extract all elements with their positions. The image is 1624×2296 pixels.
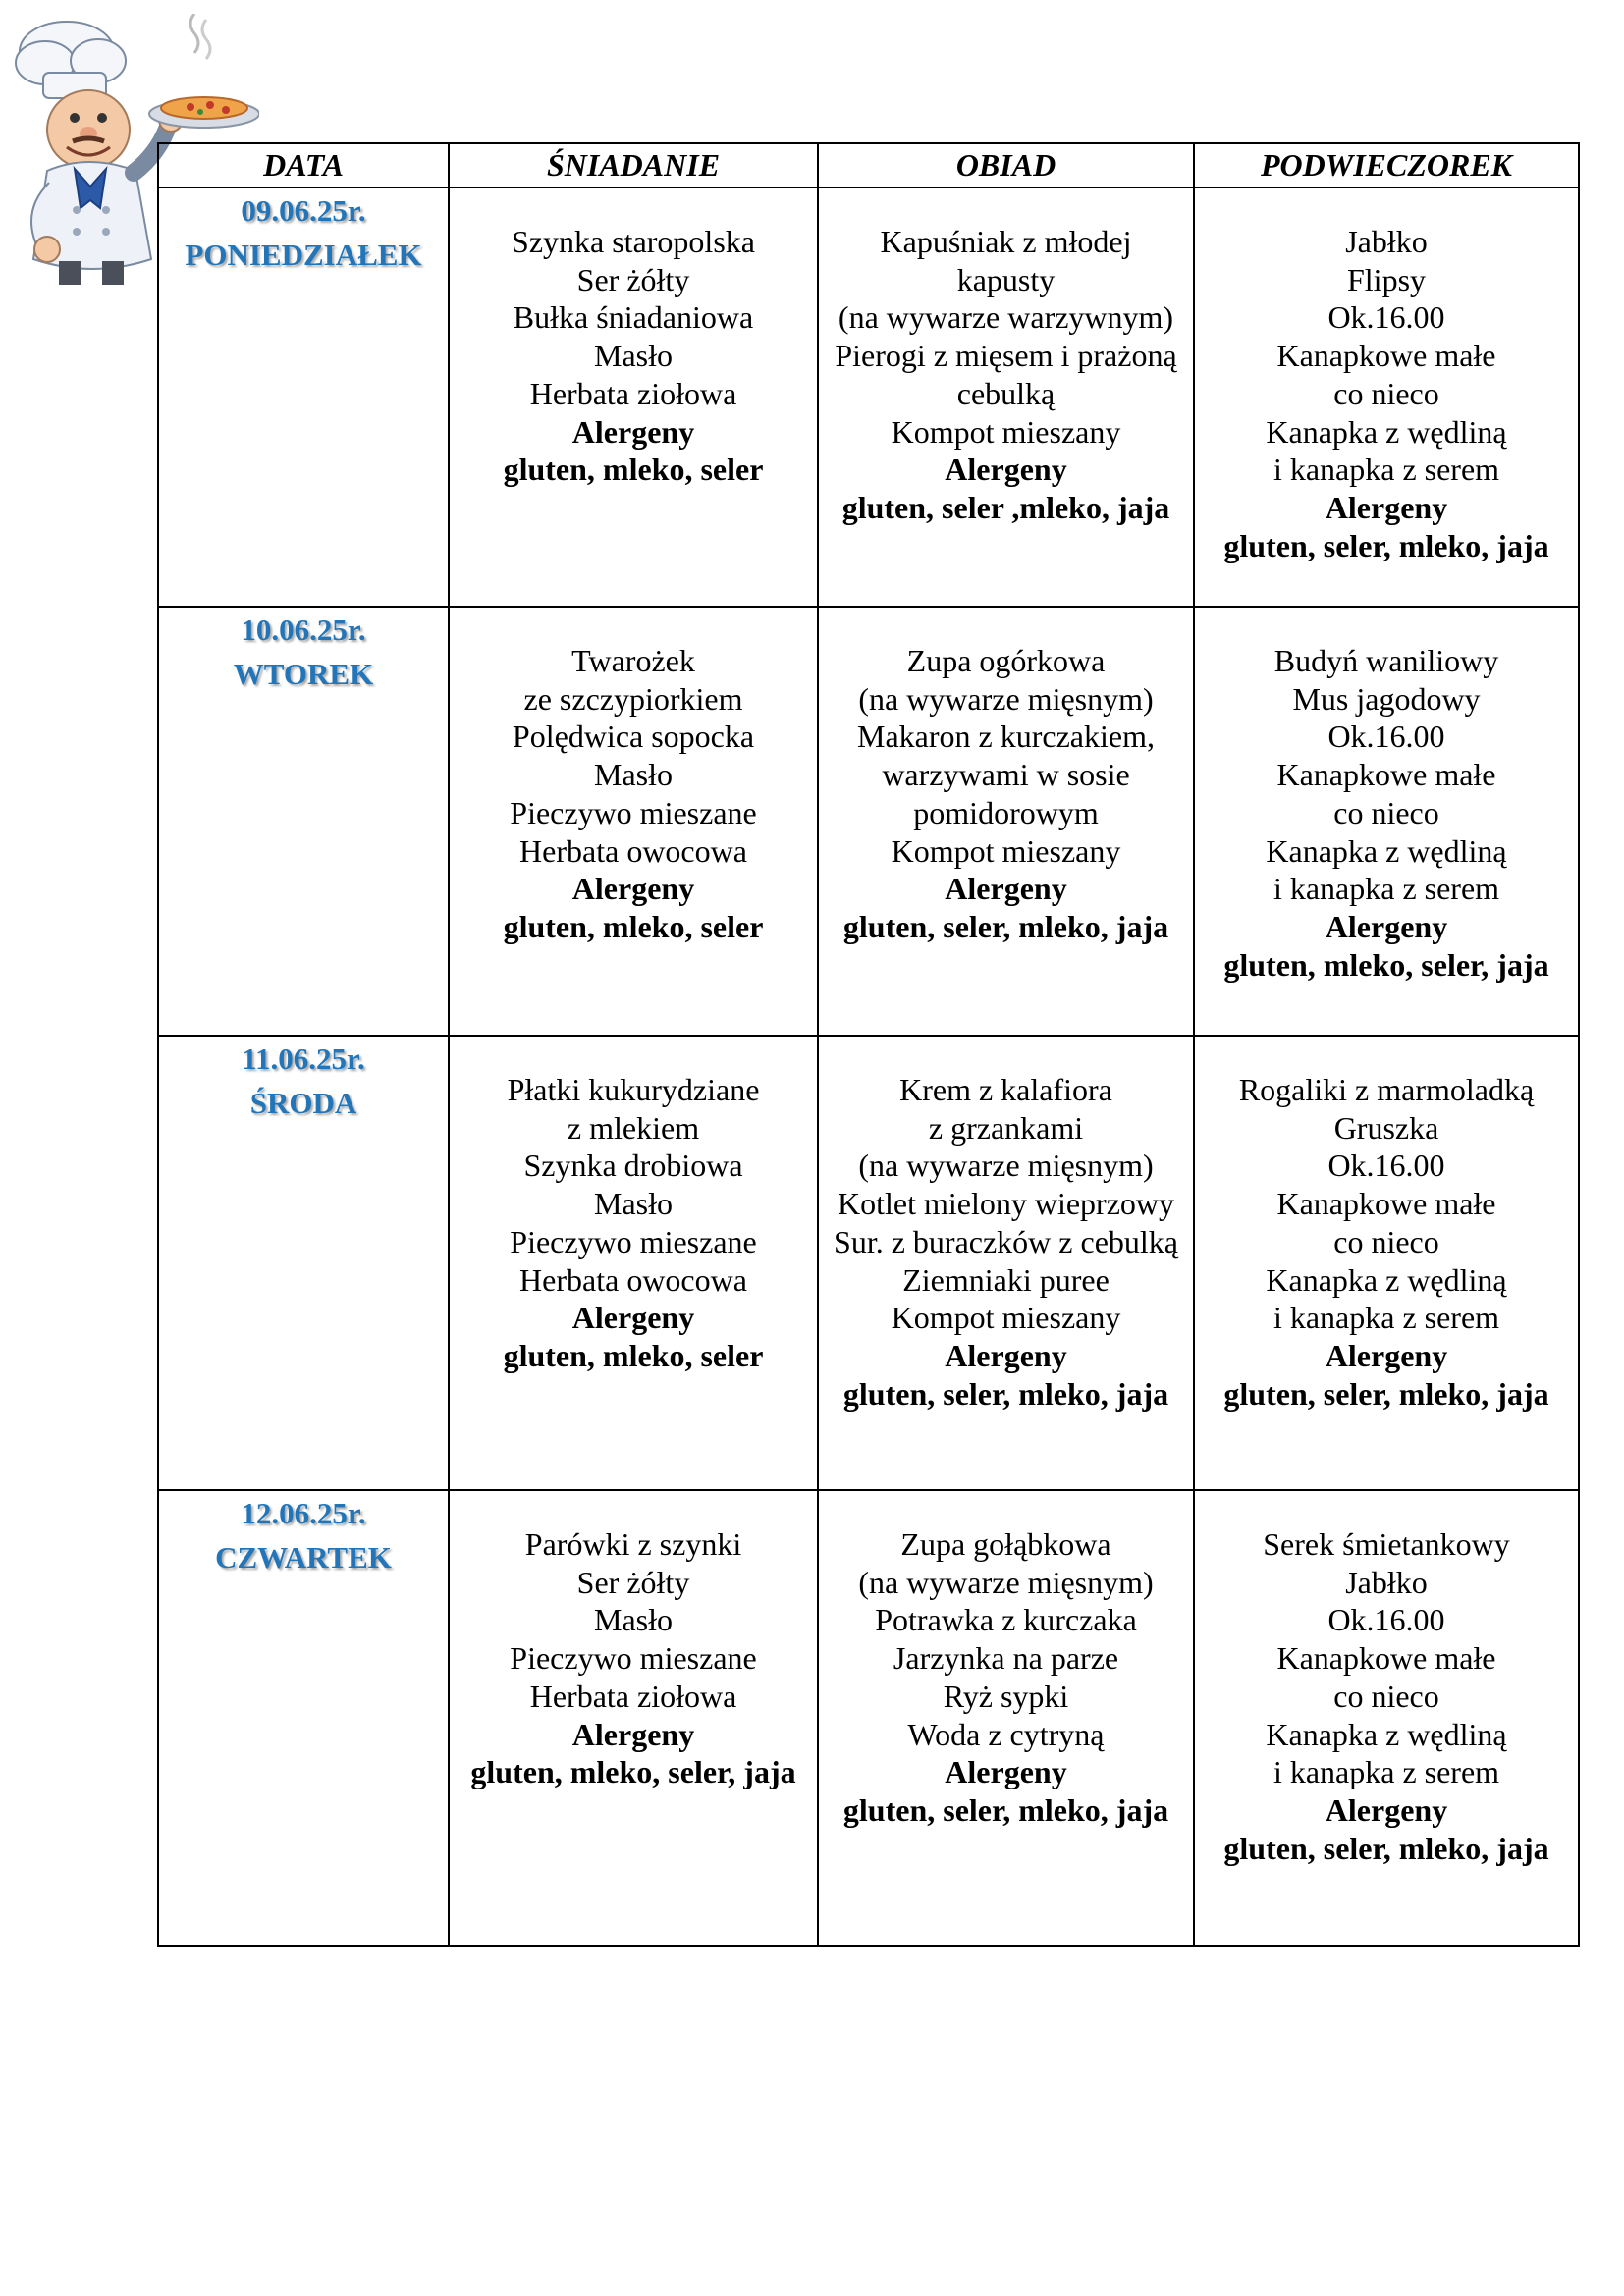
allergens-list: gluten, seler, mleko, jaja <box>1223 527 1549 563</box>
menu-item: z grzankami <box>928 1109 1084 1146</box>
menu-item: Kapuśniak z młodej <box>880 224 1132 259</box>
menu-item: Masło <box>594 1186 673 1222</box>
day-row <box>158 1036 1579 1490</box>
allergens-label: Alergeny <box>945 1337 1067 1373</box>
menu-item: Ryż sypki <box>943 1678 1069 1714</box>
day-date: 10.06.25r. <box>241 613 366 647</box>
allergens-list: gluten, seler, mleko, jaja <box>842 1375 1169 1412</box>
allergens-label: Alergeny <box>1325 489 1448 525</box>
menu-item: Serek śmietankowy <box>1263 1526 1510 1562</box>
allergens-list: gluten, mleko, seler <box>503 1337 764 1373</box>
menu-item: Herbata owocowa <box>519 1261 747 1298</box>
allergens-list: gluten, seler, mleko, jaja <box>1223 1375 1549 1412</box>
day-date: 11.06.25r. <box>242 1041 365 1076</box>
day-row <box>158 1490 1579 1946</box>
menu-table <box>157 142 1580 1947</box>
menu-item: Herbata owocowa <box>519 832 747 869</box>
menu-item: (na wywarze warzywnym) <box>838 299 1174 336</box>
menu-item: Masło <box>594 338 673 374</box>
menu-item: Herbata ziołowa <box>529 375 737 411</box>
menu-item: Ok.16.00 <box>1327 719 1445 755</box>
lunch-cell <box>818 1490 1194 1946</box>
snack-cell <box>1194 1036 1579 1490</box>
allergens-list: gluten, seler, mleko, jaja <box>842 908 1169 944</box>
menu-item: i kanapka z serem <box>1272 1754 1500 1790</box>
menu-item: Kanapkowe małe <box>1276 757 1496 793</box>
menu-item: Parówki z szynki <box>524 1526 742 1562</box>
date-cell <box>158 187 449 607</box>
allergens-label: Alergeny <box>945 1754 1067 1790</box>
menu-item: Pieczywo mieszane <box>510 794 757 830</box>
menu-item: Kompot mieszany <box>891 1300 1121 1336</box>
breakfast-cell <box>449 187 818 607</box>
day-weekday: ŚRODA <box>249 1086 357 1120</box>
snack-cell <box>1194 1490 1579 1946</box>
day-row <box>158 607 1579 1036</box>
day-date: 09.06.25r. <box>241 193 366 228</box>
allergens-label: Alergeny <box>571 871 695 907</box>
date-cell <box>158 1490 449 1946</box>
menu-item: Jabłko <box>1345 224 1428 259</box>
snack-cell <box>1194 187 1579 607</box>
breakfast-cell <box>449 1036 818 1490</box>
menu-item: Płatki kukurydziane <box>507 1072 760 1107</box>
allergens-label: Alergeny <box>571 413 695 450</box>
menu-item: Budyń waniliowy <box>1273 643 1499 678</box>
menu-item: Jarzynka na parze <box>893 1640 1119 1677</box>
menu-item: (na wywarze mięsnym) <box>858 680 1154 717</box>
menu-item: Kanapkowe małe <box>1276 1640 1496 1677</box>
menu-item: Zupa gołąbkowa <box>900 1526 1111 1562</box>
menu-item: Ser żółty <box>576 1564 690 1600</box>
menu-item: Masło <box>594 1602 673 1638</box>
menu-item: Kanapka z wędliną <box>1266 413 1507 450</box>
menu-item: cebulką <box>956 375 1056 411</box>
menu-item: Kotlet mielony wieprzowy <box>837 1186 1175 1222</box>
allergens-label: Alergeny <box>945 871 1067 907</box>
menu-item: Szynka drobiowa <box>523 1148 743 1184</box>
menu-item: Flipsy <box>1346 261 1427 297</box>
date-cell <box>158 1036 449 1490</box>
menu-item: Potrawka z kurczaka <box>875 1602 1137 1638</box>
menu-item: Masło <box>594 757 673 793</box>
menu-item: Kanapkowe małe <box>1276 1186 1496 1222</box>
menu-item: Ziemniaki puree <box>902 1261 1110 1298</box>
menu-item: Polędwica sopocka <box>512 719 755 755</box>
day-date: 12.06.25r. <box>241 1496 366 1530</box>
menu-item: ze szczypiorkiem <box>523 680 743 717</box>
day-weekday: PONIEDZIAŁEK <box>185 238 422 272</box>
menu-item: Herbata ziołowa <box>529 1678 737 1714</box>
menu-item: Kompot mieszany <box>891 413 1121 450</box>
allergens-label: Alergeny <box>571 1716 695 1752</box>
menu-item: kapusty <box>956 261 1056 297</box>
menu-item: Mus jagodowy <box>1292 680 1481 717</box>
menu-item: Jabłko <box>1345 1564 1428 1600</box>
menu-item: Makaron z kurczakiem, <box>857 719 1155 755</box>
breakfast-cell <box>449 607 818 1036</box>
lunch-cell <box>818 1036 1194 1490</box>
menu-item: Kanapkowe małe <box>1276 338 1496 374</box>
menu-item: z mlekiem <box>567 1109 700 1146</box>
menu-item: Pieczywo mieszane <box>510 1640 757 1677</box>
menu-item: pomidorowym <box>913 794 1099 830</box>
lunch-cell <box>818 607 1194 1036</box>
menu-item: Zupa ogórkowa <box>906 643 1106 678</box>
menu-item: Pierogi z mięsem i prażoną <box>835 338 1177 374</box>
menu-item: Twarożek <box>571 643 695 678</box>
header-lunch: OBIAD <box>818 143 1194 187</box>
menu-item: Ok.16.00 <box>1327 1148 1445 1184</box>
allergens-label: Alergeny <box>1325 908 1448 944</box>
menu-item: Woda z cytryną <box>907 1716 1105 1752</box>
menu-item: Ok.16.00 <box>1327 299 1445 336</box>
menu-item: i kanapka z serem <box>1272 871 1500 907</box>
menu-item: co nieco <box>1333 1223 1439 1259</box>
allergens-list: gluten, mleko, seler, jaja <box>470 1754 796 1790</box>
allergens-list: gluten, seler, mleko, jaja <box>1223 1830 1549 1866</box>
allergens-label: Alergeny <box>1325 1337 1448 1373</box>
menu-item: co nieco <box>1333 794 1439 830</box>
menu-item: warzywami w sosie <box>882 757 1130 793</box>
allergens-label: Alergeny <box>1325 1791 1448 1828</box>
menu-item: Ser żółty <box>576 261 690 297</box>
allergens-list: gluten, mleko, seler, jaja <box>1223 946 1549 983</box>
menu-item: Kanapka z wędliną <box>1266 832 1507 869</box>
menu-body <box>158 187 1579 1946</box>
header-snack: PODWIECZOREK <box>1194 143 1579 187</box>
day-row <box>158 187 1579 607</box>
header-row <box>158 143 1579 187</box>
allergens-list: gluten, mleko, seler <box>503 908 764 944</box>
menu-item: Kanapka z wędliną <box>1266 1261 1507 1298</box>
allergens-label: Alergeny <box>945 452 1067 488</box>
lunch-cell <box>818 187 1194 607</box>
menu-item: co nieco <box>1333 1678 1439 1714</box>
menu-item: Pieczywo mieszane <box>510 1223 757 1259</box>
day-weekday: WTOREK <box>233 657 374 691</box>
menu-item: Rogaliki z marmoladką <box>1238 1072 1535 1107</box>
menu-item: Szynka staropolska <box>512 224 755 259</box>
menu-item: Ok.16.00 <box>1327 1602 1445 1638</box>
allergens-list: gluten, seler ,mleko, jaja <box>841 489 1170 525</box>
menu-item: Sur. z buraczków z cebulką <box>834 1223 1178 1259</box>
breakfast-cell <box>449 1490 818 1946</box>
header-date: DATA <box>158 143 449 187</box>
allergens-list: gluten, mleko, seler <box>503 452 764 488</box>
menu-item: Kanapka z wędliną <box>1266 1716 1507 1752</box>
allergens-label: Alergeny <box>571 1300 695 1336</box>
menu-item: Bułka śniadaniowa <box>513 299 754 336</box>
date-cell <box>158 607 449 1036</box>
day-weekday: CZWARTEK <box>215 1540 392 1575</box>
menu-item: co nieco <box>1333 375 1439 411</box>
menu-item: i kanapka z serem <box>1272 1300 1500 1336</box>
menu-item: Gruszka <box>1333 1109 1439 1146</box>
header-breakfast: ŚNIADANIE <box>449 143 818 187</box>
menu-item: Krem z kalafiora <box>899 1072 1112 1107</box>
allergens-list: gluten, seler, mleko, jaja <box>842 1791 1169 1828</box>
menu-item: (na wywarze mięsnym) <box>858 1564 1154 1600</box>
menu-item: i kanapka z serem <box>1272 452 1500 488</box>
menu-item: Kompot mieszany <box>891 832 1121 869</box>
menu-item: (na wywarze mięsnym) <box>858 1148 1154 1184</box>
snack-cell <box>1194 607 1579 1036</box>
